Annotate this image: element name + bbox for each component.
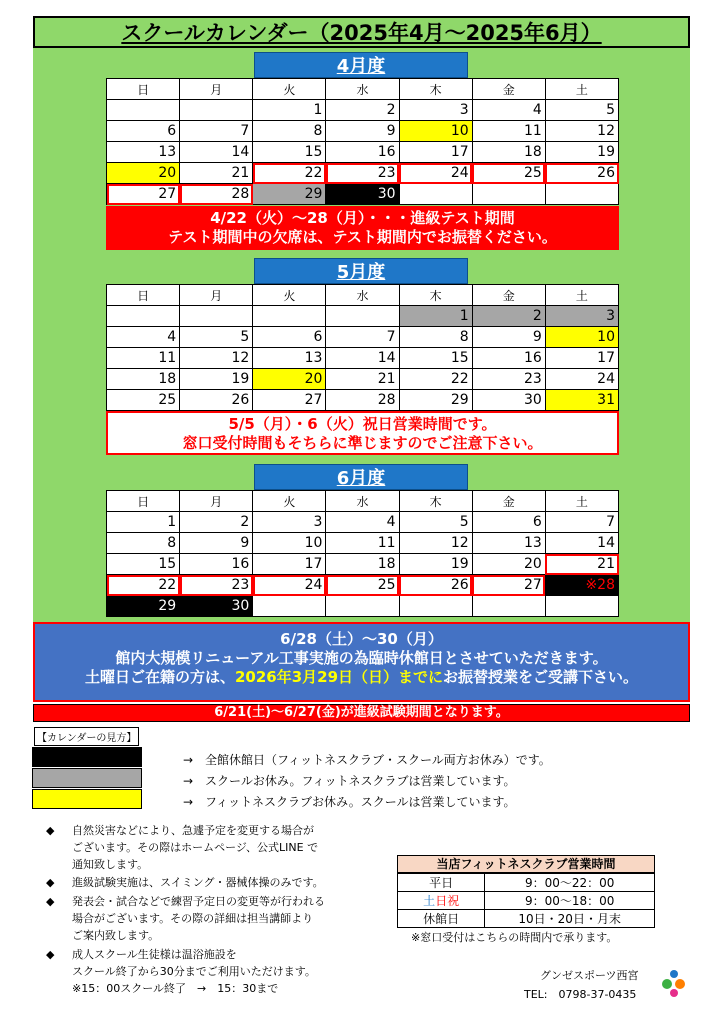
legend-title: 【カレンダーの見方】 xyxy=(34,727,139,746)
calendar-day-cell xyxy=(399,596,472,617)
hours-table xyxy=(397,873,655,928)
calendar-day-cell: 7 xyxy=(545,512,618,533)
calendar-day-cell: 2 xyxy=(326,100,399,121)
weekday-header: 木 xyxy=(399,79,472,100)
calendar-day-cell: 29 xyxy=(253,184,326,205)
calendar-day-cell: 11 xyxy=(326,533,399,554)
weekday-header: 火 xyxy=(253,285,326,306)
calendar-day-cell: 23 xyxy=(180,575,253,596)
calendar-day-cell: 24 xyxy=(545,369,618,390)
weekday-header: 月 xyxy=(180,491,253,512)
calendar-week-row xyxy=(107,512,619,533)
notice-april-line1: 4/22（火）～28（月）・・・進級テスト期間 xyxy=(210,209,515,227)
calendar-day-cell: 3 xyxy=(399,100,472,121)
calendar-day-cell: 4 xyxy=(326,512,399,533)
calendar-day-cell: 14 xyxy=(545,533,618,554)
calendar-week-row xyxy=(107,163,619,184)
calendar-week-row xyxy=(107,533,619,554)
calendar-day-cell: 31 xyxy=(545,390,618,411)
closure-line2: 館内大規模リニューアル工事実施の為臨時休館日とさせていただきます。 xyxy=(115,649,608,667)
calendar-day-cell: 18 xyxy=(326,554,399,575)
calendar-day-cell: 25 xyxy=(472,163,545,184)
calendar-day-cell: 27 xyxy=(107,184,180,205)
calendar-day-cell: 10 xyxy=(545,327,618,348)
calendar-week-row xyxy=(107,554,619,575)
weekday-header: 水 xyxy=(326,79,399,100)
diamond-bullet-icon: ◆ xyxy=(46,824,55,837)
note-item-3: ◆ 発表会・試合などで練習予定日の変更等が行われる 場合がございます。その際の詳細は担当講師より ご案内致します。 xyxy=(46,895,325,942)
calendar-day-cell xyxy=(399,184,472,205)
calendar-day-cell: 21 xyxy=(326,369,399,390)
weekday-header: 月 xyxy=(180,285,253,306)
calendar-day-cell xyxy=(326,596,399,617)
calendar-day-cell: 12 xyxy=(545,121,618,142)
calendar-day-cell: 6 xyxy=(253,327,326,348)
note-item-2: ◆ 進級試験実施は、スイミング・器械体操のみです。 xyxy=(46,876,324,889)
notice-may xyxy=(106,411,619,455)
calendar-week-row xyxy=(107,327,619,348)
calendar-day-cell: 2 xyxy=(472,306,545,327)
shop-name: グンゼスポーツ西宮 xyxy=(540,969,639,982)
calendar-day-cell: 27 xyxy=(253,390,326,411)
calendar-day-cell: 17 xyxy=(399,142,472,163)
calendar-day-cell: 8 xyxy=(399,327,472,348)
note-item-4: ◆ 成人スクール生徒様は温浴施設を スクール終了から30分までご利用いただけます。 ※15：00スクール終了 → 15：30まで xyxy=(46,948,316,995)
notice-may-line2: 窓口受付時間もそちらに準じますのでご注意下さい。 xyxy=(182,434,543,452)
legend-text-gray: → スクールお休み。フィットネスクラブは営業しています。 xyxy=(183,774,516,788)
calendar-week-row xyxy=(107,121,619,142)
calendar-day-cell: 22 xyxy=(253,163,326,184)
calendar-day-cell: 23 xyxy=(326,163,399,184)
page-title: スクールカレンダー（2025年4月～2025年6月） xyxy=(33,16,690,48)
weekday-header: 土 xyxy=(545,491,618,512)
calendar-day-cell: 5 xyxy=(545,100,618,121)
calendar-day-cell: 18 xyxy=(472,142,545,163)
calendar-day-cell: 4 xyxy=(107,327,180,348)
calendar-day-cell: 28 xyxy=(326,390,399,411)
calendar-day-cell: 9 xyxy=(472,327,545,348)
calendar-day-cell: 19 xyxy=(180,369,253,390)
calendar-week-row xyxy=(107,596,619,617)
calendar-day-cell: 23 xyxy=(472,369,545,390)
calendar-day-cell: 14 xyxy=(326,348,399,369)
calendar-day-cell: 15 xyxy=(399,348,472,369)
calendar-day-cell: 26 xyxy=(399,575,472,596)
calendar-day-cell: 17 xyxy=(253,554,326,575)
month-header-may: 5月度 xyxy=(254,258,468,284)
calendar-day-cell: ※28 xyxy=(545,575,618,596)
calendar-week-row xyxy=(107,390,619,411)
notice-april xyxy=(106,206,619,250)
calendar-day-cell: 9 xyxy=(326,121,399,142)
diamond-bullet-icon: ◆ xyxy=(46,895,55,908)
calendar-day-cell: 20 xyxy=(107,163,180,184)
calendar-day-cell: 28 xyxy=(180,184,253,205)
calendar-day-cell: 9 xyxy=(180,533,253,554)
calendar-day-cell: 3 xyxy=(545,306,618,327)
diamond-bullet-icon: ◆ xyxy=(46,876,55,889)
weekday-header: 土 xyxy=(545,79,618,100)
legend-text-yellow: → フィットネスクラブお休み。スクールは営業しています。 xyxy=(183,795,516,809)
calendar-day-cell xyxy=(472,184,545,205)
weekday-header-row xyxy=(107,285,619,306)
calendar-day-cell: 24 xyxy=(399,163,472,184)
calendar-day-cell: 3 xyxy=(253,512,326,533)
calendar-week-row xyxy=(107,184,619,205)
calendar-day-cell: 8 xyxy=(253,121,326,142)
calendar-day-cell xyxy=(107,100,180,121)
weekday-header: 金 xyxy=(472,79,545,100)
notice-april-line2: テスト期間中の欠席は、テスト期間内でお振替ください。 xyxy=(168,228,557,246)
weekday-header: 日 xyxy=(107,491,180,512)
weekday-header: 月 xyxy=(180,79,253,100)
calendar-day-cell: 22 xyxy=(107,575,180,596)
calendar-day-cell: 30 xyxy=(326,184,399,205)
calendar-day-cell: 30 xyxy=(180,596,253,617)
calendar-day-cell: 14 xyxy=(180,142,253,163)
calendar-day-cell: 20 xyxy=(253,369,326,390)
calendar-day-cell xyxy=(545,596,618,617)
calendar-day-cell xyxy=(472,596,545,617)
calendar-day-cell xyxy=(253,596,326,617)
calendar-day-cell: 13 xyxy=(107,142,180,163)
calendar-day-cell xyxy=(107,306,180,327)
weekday-header: 日 xyxy=(107,285,180,306)
calendar-day-cell xyxy=(326,306,399,327)
legend-swatch-black xyxy=(32,747,142,767)
calendar-day-cell: 4 xyxy=(472,100,545,121)
calendar-day-cell: 17 xyxy=(545,348,618,369)
calendar-day-cell: 1 xyxy=(399,306,472,327)
note-item-1: ◆ 自然災害などにより、急遽予定を変更する場合が ございます。その際はホームページ、公式LINE で 通知致します。 xyxy=(46,824,319,871)
calendar-day-cell xyxy=(180,306,253,327)
weekday-header: 火 xyxy=(253,491,326,512)
calendar-day-cell: 21 xyxy=(180,163,253,184)
closure-notice xyxy=(33,622,690,702)
weekday-header: 木 xyxy=(399,285,472,306)
calendar-day-cell: 25 xyxy=(326,575,399,596)
calendar-day-cell xyxy=(253,306,326,327)
calendar-day-cell: 11 xyxy=(107,348,180,369)
calendar-day-cell: 1 xyxy=(107,512,180,533)
calendar-day-cell: 5 xyxy=(180,327,253,348)
calendar-day-cell: 30 xyxy=(472,390,545,411)
calendar-day-cell: 5 xyxy=(399,512,472,533)
calendar-day-cell: 1 xyxy=(253,100,326,121)
closure-line3: 土曜日ご在籍の方は、2026年3月29日（日）までにお振替授業をご受講下さい。 xyxy=(84,668,639,686)
weekday-header: 金 xyxy=(472,285,545,306)
calendar-april xyxy=(106,78,619,205)
weekday-header-row xyxy=(107,79,619,100)
calendar-day-cell: 15 xyxy=(253,142,326,163)
calendar-day-cell: 6 xyxy=(107,121,180,142)
calendar-may xyxy=(106,284,619,411)
calendar-day-cell: 2 xyxy=(180,512,253,533)
exam-period-banner: 6/21(土)～6/27(金)が進級試験期間となります。 xyxy=(33,704,690,722)
calendar-day-cell: 27 xyxy=(472,575,545,596)
weekday-header: 火 xyxy=(253,79,326,100)
calendar-week-row xyxy=(107,142,619,163)
calendar-week-row xyxy=(107,100,619,121)
weekday-header: 土 xyxy=(545,285,618,306)
calendar-day-cell: 12 xyxy=(399,533,472,554)
calendar-day-cell: 12 xyxy=(180,348,253,369)
notice-may-line1: 5/5（月）・6（火）祝日営業時間です。 xyxy=(228,415,497,433)
calendar-day-cell: 29 xyxy=(399,390,472,411)
weekday-header: 木 xyxy=(399,491,472,512)
calendar-day-cell: 8 xyxy=(107,533,180,554)
calendar-day-cell: 13 xyxy=(253,348,326,369)
hours-row: 土日祝 9：00～18：00 xyxy=(398,892,655,910)
calendar-day-cell: 26 xyxy=(180,390,253,411)
shop-logo-icon xyxy=(660,968,688,998)
hours-note: ※窓口受付はこちらの時間内で承ります。 xyxy=(411,931,618,944)
calendar-day-cell: 26 xyxy=(545,163,618,184)
calendar-week-row xyxy=(107,348,619,369)
calendar-day-cell: 6 xyxy=(472,512,545,533)
calendar-week-row xyxy=(107,369,619,390)
calendar-day-cell: 20 xyxy=(472,554,545,575)
shop-phone: TEL: 0798-37-0435 xyxy=(524,988,637,1001)
month-header-june: 6月度 xyxy=(254,464,468,490)
hours-title: 当店フィットネスクラブ営業時間 xyxy=(397,855,655,873)
calendar-day-cell: 19 xyxy=(545,142,618,163)
calendar-day-cell: 7 xyxy=(180,121,253,142)
calendar-day-cell: 19 xyxy=(399,554,472,575)
calendar-day-cell: 18 xyxy=(107,369,180,390)
calendar-day-cell xyxy=(180,100,253,121)
legend-swatch-yellow xyxy=(32,789,142,809)
calendar-week-row xyxy=(107,575,619,596)
diamond-bullet-icon: ◆ xyxy=(46,948,55,961)
hours-row: 休館日 10日・20日・月末 xyxy=(398,910,655,928)
calendar-day-cell: 10 xyxy=(253,533,326,554)
legend-text-black: → 全館休館日（フィットネスクラブ・スクール両方お休み）です。 xyxy=(183,753,551,767)
weekday-header: 日 xyxy=(107,79,180,100)
calendar-day-cell: 24 xyxy=(253,575,326,596)
legend-swatch-gray xyxy=(32,768,142,788)
hours-row: 平日 9：00～22：00 xyxy=(398,874,655,892)
calendar-day-cell xyxy=(545,184,618,205)
closure-line1: 6/28（土）～30（月） xyxy=(280,630,443,648)
calendar-day-cell: 25 xyxy=(107,390,180,411)
calendar-day-cell: 13 xyxy=(472,533,545,554)
weekday-header: 金 xyxy=(472,491,545,512)
calendar-day-cell: 11 xyxy=(472,121,545,142)
calendar-day-cell: 10 xyxy=(399,121,472,142)
calendar-day-cell: 16 xyxy=(180,554,253,575)
weekday-header: 水 xyxy=(326,491,399,512)
calendar-week-row xyxy=(107,306,619,327)
calendar-day-cell: 22 xyxy=(399,369,472,390)
calendar-day-cell: 21 xyxy=(545,554,618,575)
month-header-april: 4月度 xyxy=(254,52,468,78)
calendar-day-cell: 16 xyxy=(472,348,545,369)
calendar-day-cell: 29 xyxy=(107,596,180,617)
calendar-june xyxy=(106,490,619,617)
calendar-day-cell: 15 xyxy=(107,554,180,575)
weekday-header-row xyxy=(107,491,619,512)
weekday-header: 水 xyxy=(326,285,399,306)
calendar-day-cell: 16 xyxy=(326,142,399,163)
calendar-day-cell: 7 xyxy=(326,327,399,348)
